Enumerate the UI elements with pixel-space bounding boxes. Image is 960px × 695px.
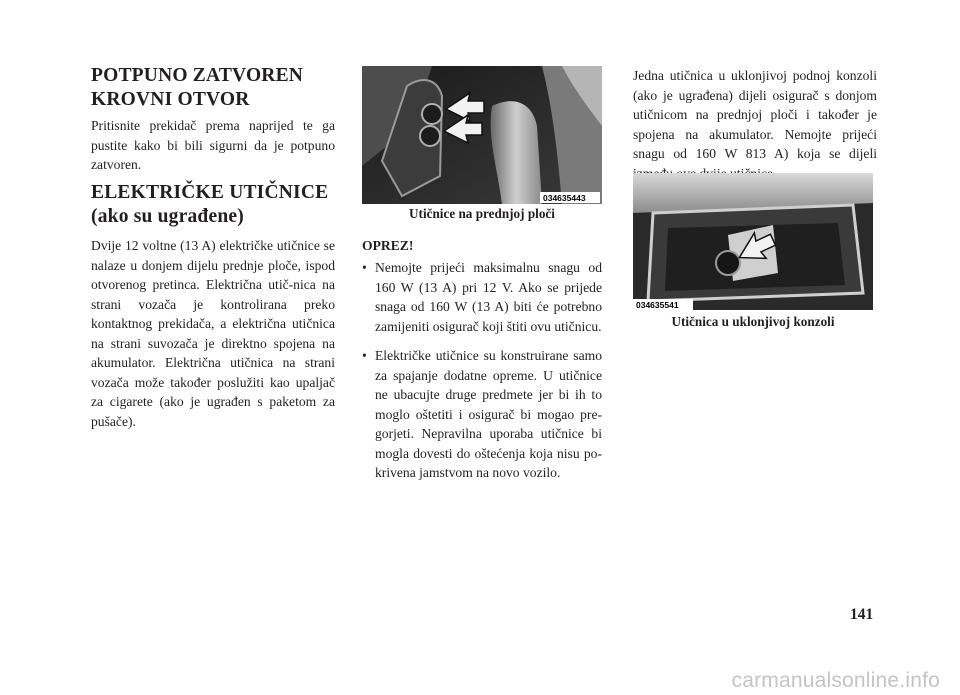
paragraph-sunroof-close: Pritisnite prekidač prema naprijed te ga pustite kako bi bili sigurni da je potpuno zatvoren. <box>91 118 335 172</box>
watermark: carmanualsonline.info <box>731 669 940 692</box>
photo-code-label: 034635443 <box>543 193 586 203</box>
photo-code-label: 034635541 <box>636 300 679 310</box>
heading-power-outlets: ELEKTRIČKE UTIČNICE (ako su ugrađene) <box>91 182 329 227</box>
caution-title: OPREZ! <box>362 238 414 253</box>
caption-instrument-panel-outlets: Utičnice na prednjoj ploči <box>409 206 555 221</box>
heading-sunroof-close: POTPUNO ZATVOREN KROVNI OTVOR <box>91 65 304 110</box>
list-item: • Nemojte prijeći maksimalnu snagu od 160 W (13 A) pri 12 V. Ako se prijede snaga od 160 W (13 A) biti će potrebno zamijeniti osigurač koji štiti ovu utičnicu. <box>362 260 602 334</box>
photo-instrument-panel-outlets <box>362 66 602 204</box>
photo-console-outlet <box>633 173 873 310</box>
paragraph-console-outlet: Jedna utičnica u uklonjivoj podnoj konzoli (ako je ugrađena) dijeli osigurač s donjom utičnicom na prednjoj ploči i također je spojena na akumulator. Nemojte prijeći snagu od 160 W 813 A) koja se dijeli <box>633 68 877 161</box>
paragraph-power-outlets: Dvije 12 voltne (13 A) električke utičnice se nalaze u donjem dijelu prednje ploče, ispod otvorenog pretinca. Električna utič-nica na strani vozača je kontrolirana preko kontaktnog prekidača, a električna utičnica na strani suvozača je direktno spojena na akumulator. Električna utičnica na strani vozača može također poslužiti kao upaljač za cigarete (ako je ugrađen s paketom za pušače). <box>91 238 335 429</box>
list-item: • Električke utičnice su konstruirane samo za spajanje dodatne opreme. U utičnice ne ubacujte druge predmete jer bi ih to moglo oštetiti i osigurač bi mogao pre-gorjeti. Nepravilna uporaba utičnice bi mogla dovesti do oštećenja koja nisu po-krivena jamstvom na novo vozilo. <box>362 348 602 480</box>
caution-list <box>362 258 602 493</box>
caption-console-outlet: Utičnica u uklonjivoj konzoli <box>671 314 835 329</box>
page-number: 141 <box>850 606 874 623</box>
